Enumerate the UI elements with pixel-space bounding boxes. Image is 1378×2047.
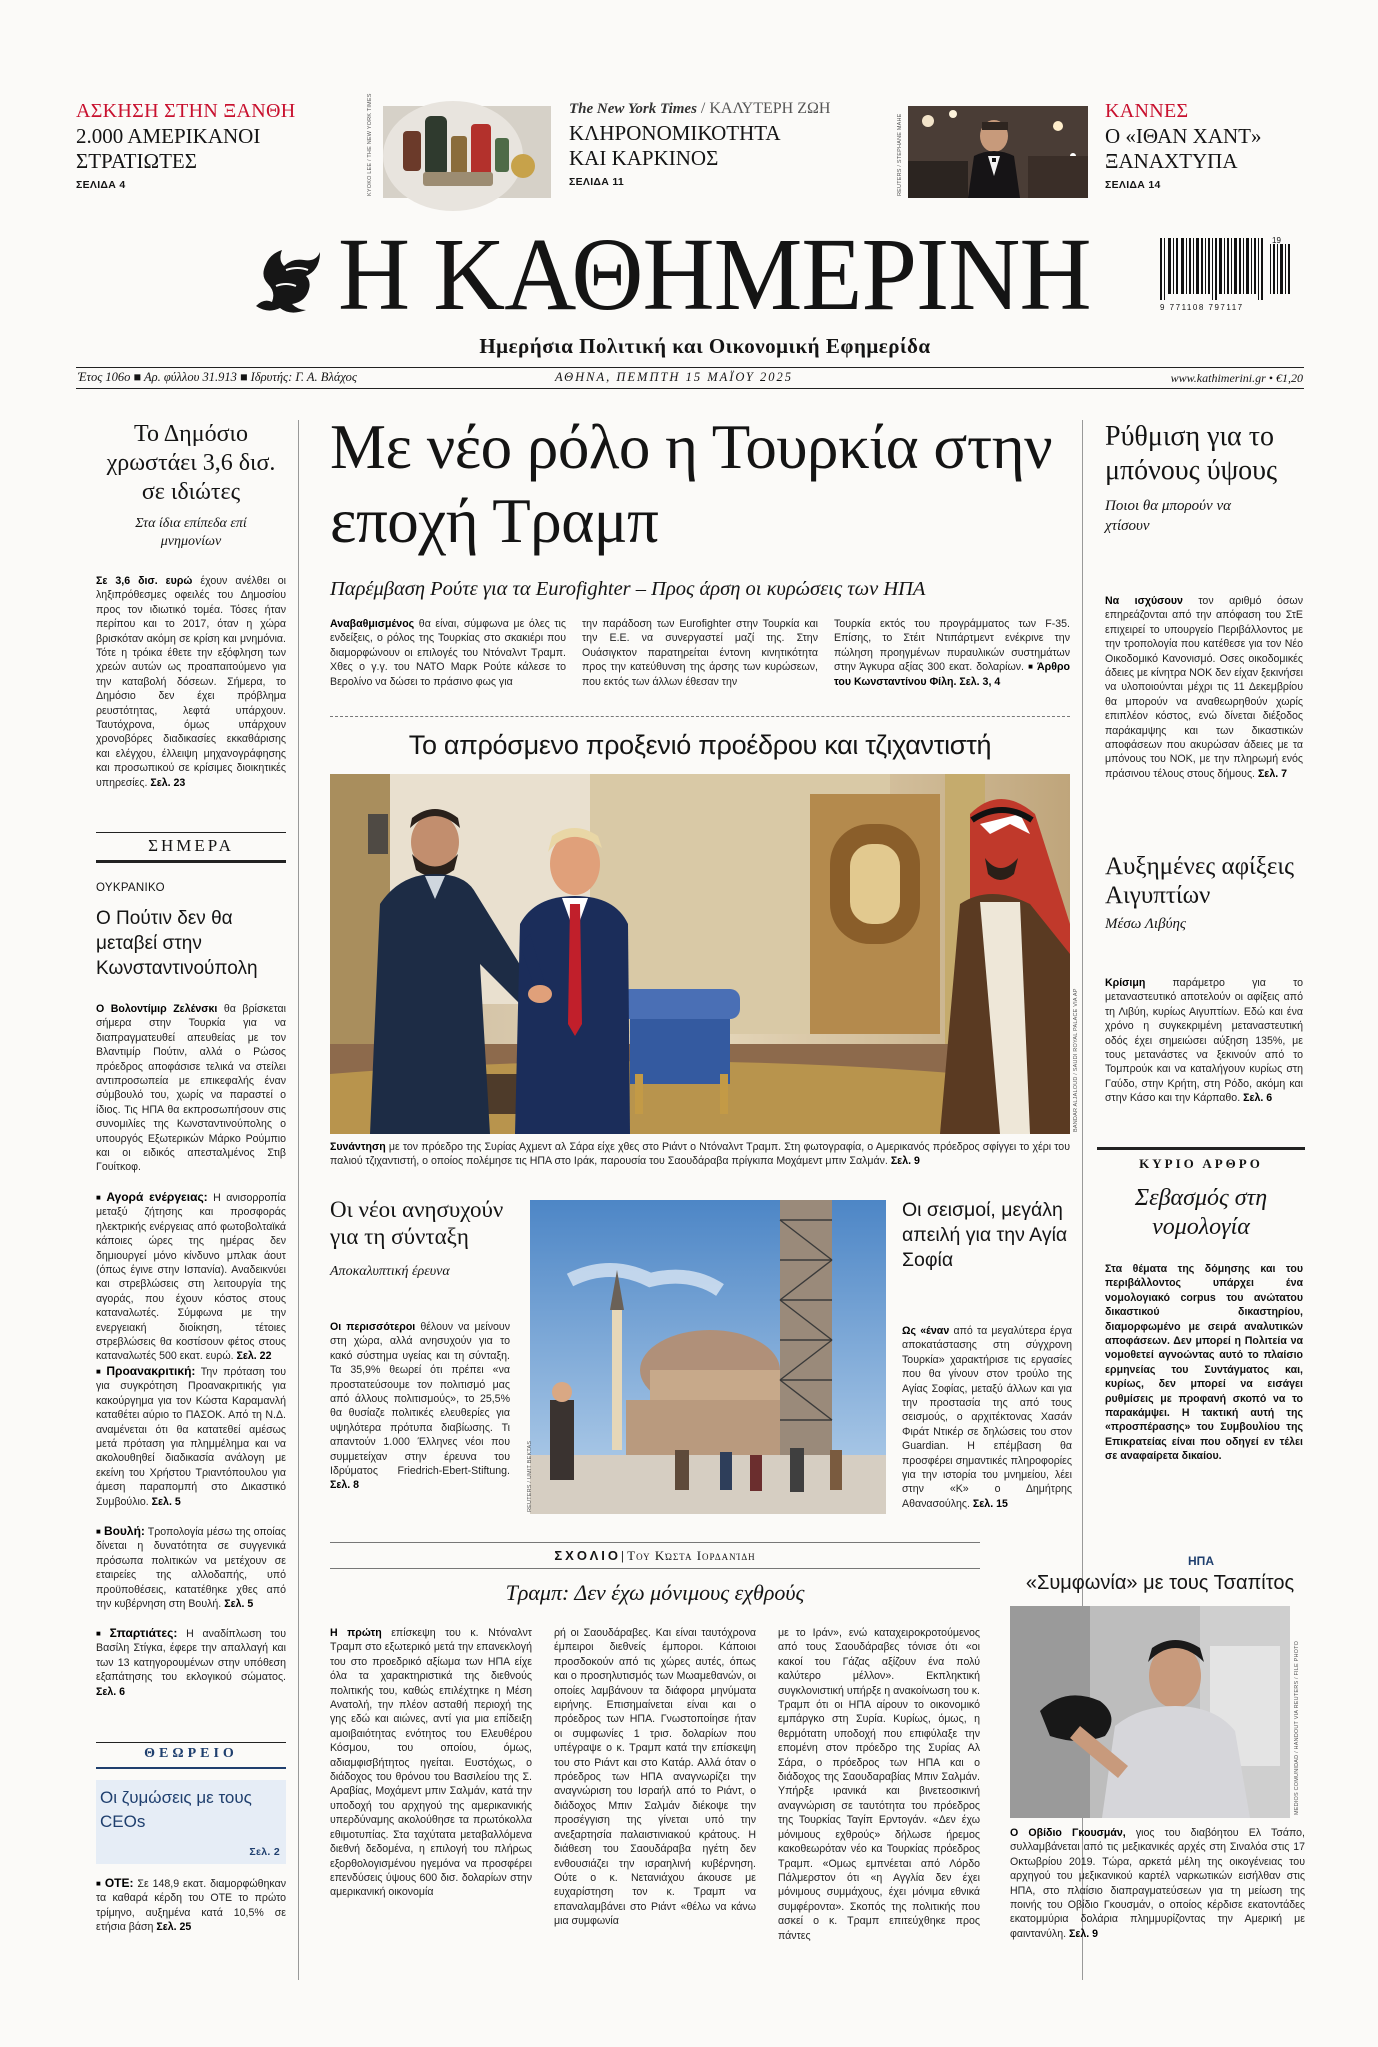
jars-illustration (383, 106, 551, 198)
theorio-label: ΘΕΩΡΕΙΟ (144, 1746, 238, 1761)
lead-in: Η πρώτη (330, 1627, 382, 1639)
story-ukraine-body (96, 1002, 286, 1188)
lead-in: Ο Βολοντίμιρ Ζελένσκι (96, 1003, 218, 1015)
edition-web-price: www.kathimerini.gr • €1,20 (1170, 371, 1303, 385)
editorial-rule-top (1097, 1147, 1305, 1150)
teaser-photo-jars (383, 106, 551, 198)
caption-lead: Συνάντηση (330, 1141, 386, 1153)
body: θέλουν να μείνουν στη χώρα, αλλά ανησυχούν για το κακό σύστημα υγείας και τη σύνταξη. Τα 35,9% θεωρεί ότι πρέπει «να προστατεύσουμε τον πολιτισμό μας από άλλους πολιτισμούς», το 25,5% θα θυσίαζε πολιτικές ελευθερίες για υψηλότερα πρότυπα διαβίωσης. Τι απαντούν 1.000 Έλληνες νέοι που συμμετείχαν στην έρευνα του Ιδρύματος Friedrich-Ebert-Stiftung. (330, 1321, 510, 1478)
story-migrants[interactable] (1105, 852, 1305, 933)
brief-body: Την πρόταση του για συγκρότηση Προανακριτικής για κακούργημα για τον Κώστα Καραμανλή καταθέτει αύριο το ΠΑΣΟΚ. Από τη Ν.Δ. αναμένεται ότι θα κατατεθεί αμέσως μετά πρόταση για πλημμέλημα και να ακολουθηθεί διαδικασία ανάλογη με εκείνη του Χρήστου Τριαντόπουλου για άμεση παραπομπή στο Δικαστικό Συμβούλιο. (96, 1366, 286, 1508)
page-ref: Σελ. 5 (151, 1495, 181, 1508)
lead-in: Οι περισσότεροι (330, 1321, 416, 1333)
story-kicker: ΟΥΚΡΑΝΙΚΟ (96, 882, 165, 894)
story-title: Οι νέοι ανησυχούν για τη σύνταξη (330, 1197, 504, 1249)
page-ref: Σελ. 23 (150, 776, 186, 789)
page-ref: Σελ. 25 (156, 1921, 192, 1934)
brief-body: Σε 148,9 εκατ. διαμορφώθηκαν τα καθαρά κέρδη του ΟΤΕ το πρώτο τρίμηνο, αυξημένα κατά 10,5% σε ετήσια βάση (96, 1878, 286, 1934)
comment-rule-bottom (330, 1568, 980, 1569)
teaser-kicker: ΚΑΝΝΕΣ (1105, 100, 1189, 122)
guzman-photo-credit: MEDIOS COMUNIDAD / HANDOUT VIA REUTERS / FILE PHOTO (1294, 1640, 1300, 1815)
lead-in: Σε 3,6 δισ. ευρώ (96, 575, 193, 587)
story-title: Ο Πούτιν δεν θα μεταβεί στην Κωνσταντινούπολη (96, 908, 258, 979)
teaser-nyt[interactable] (569, 100, 869, 200)
brief-lead: ■ Σπαρτιάτες: (96, 1626, 177, 1640)
masthead-subtitle: Ημερήσια Πολιτική και Οικονομική Εφημερίδα (479, 334, 931, 358)
comment-col-2: ρή οι Σαουδάραβες. Και είναι ταυτόχρονα έμπειροι διεθνείς έμποροι. Κάποιοι προσδοκούν από τις χώρες αυτές, όπως και ο προσηλυτισμός των Μωαμεθανών, οι οποίες λαμβάνουν τα διάφορα μηνύματα ειρήνης. Επισημαίνεται είναι και ο πρόεδρος των ΗΠΑ. Γνωστοποίησε ήταν οι συμφωνίες 1 τρισ. δολαρίων που υπέγραψε ο κ. Τραμπ κατά την επίσκεψη του στο Ριάντ και στο Κατάρ. Αλλά όταν ο πρόεδρος των ΗΠΑ αναγνωρίζει την αναγνώριση του Ισραήλ από το Ριάντ, ο διάδοχος Μπιν Σαλμάν διέκοψε την προσέγγιση της γίνεται υπό την ανεξαρτησία παλαιστινιακού κράτους. Η διάθεση του Σαουδάραβα ηγέτη δεν ενθουσιάζει την ισραηλινή κυβέρνηση. Ούτε ο κ. Νετανιάχου άκουσε με ευχαρίστηση τον κ. Τραμπ να επαναλαμβάνει στο Ριάντ «θέλω να κάνω μια συμφωνία (554, 1627, 756, 1928)
caption-body: με τον πρόεδρο της Συρίας Αχμεντ αλ Σάρα είχε χθες στο Ριάντ ο Ντόναλντ Τραμπ. Στη φωτογραφία, ο Αμερικανός πρόεδρος σφίγγει το χέρι του παλιού τζιχαντιστή, ο οποίος πολέμησε τις ΗΠΑ στο Ιράκ, παρουσία του Σαουδάραβα πρίγκιπα Μοχάμεντ μπιν Σαλμάν. (330, 1141, 1070, 1168)
teaser-title: Ο «ΙΘΑΝ ΧΑΝΤ» ΞΑΝΑΧΤΥΠΑ (1105, 124, 1262, 173)
body: παράμετρο για το μεταναστευτικό αποτελούν οι αφίξεις από τη Λιβύη, κυρίως Αιγυπτίων. Εδώ και ένα χρόνο η συγκεκριμένη μεταναστευτική οδός έχει σημειώσει αύξηση 135%, με τους μετανάστες να ξεκινούν από το Τομπρούκ και να καταλήγουν κυρίως στη Γαύδο, στην Κρήτη, στη Ρόδο, ακόμη και στην Κάσο και την Κάρπαθο. (1105, 977, 1303, 1105)
edition-info: Έτος 106ο ■ Αρ. φύλλου 31.913 ■ Ιδρυτής: Γ. Α. Βλάχος (78, 370, 357, 384)
page-ref: Σελ. 5 (224, 1598, 254, 1611)
page-ref: Σελ. 22 (236, 1350, 272, 1363)
teaser-xanthi[interactable] (76, 100, 336, 200)
comment-col-3: με το Ιράν», ενώ καταχειροκροτούμενος από τους Σαουδάραβες τόνισε ότι «οι κακοί του Γάζας αξίζουν ένα πολύ καλύτερο μέλλον». Εκπληκτική συγκλονιστική υπήρξε η ανακοίνωση του κ. Τραμπ ότι οι ΗΠΑ αίρουν το οικονομικό εμπάργκο στη Συρία. Κυρίως, όμως, η θερμότατη υποδοχή που επιφύλαξε την επομένη στον πρόεδρο της Συρίας Αλ Σάρα, ο πρόεδρος των ΗΠΑ και ο διάδοχος της Σαουδαραβίας Μπιν Σαλμάν. Υπήρξε ιρανικά και βινετεοσικινή αναγνώριση σε ταυτότητα του πρόεδρος της Τουρκίας Ταγίπ Ερντογάν. «Δεν έχω μόνιμους εχθρούς» δήλωσε ήρεμος κακοθεωρόταν νέο κα Τουρκίας πρόεδρος Τραμπ. «Ομως εμπνέεται από Λόρδο Πάλμερστον ότι «η Αγγλία δεν έχει μόνιμους συμμάχους, έχει μόνιμα εθνικά συμφέροντα». Σκοπός της πολιτικής που ασκεί ο κ. Τραμπ επιτεύχθηκε προς πάντες (778, 1627, 980, 1942)
brief-investigation[interactable] (96, 1364, 286, 1516)
story-hagia-sophia-body (902, 1324, 1072, 1524)
barcode (1160, 238, 1300, 316)
usa-kicker: ΗΠΑ (1188, 1554, 1214, 1568)
comment-title[interactable]: Τραμπ: Δεν έχω μόνιμους εχθρούς (505, 1580, 805, 1605)
body: θα βρίσκεται σήμερα στην Τουρκία για να διαπραγματευθεί απευθείας με τον Βλαντιμίρ Πούτιν, αλλά ο Ρώσος πρόεδρος αποφάσισε τελικά να στείλει αντιπροσωπεία με επικεφαλής έναν σύμβουλό του, χωρίς να παραστεί ο ίδιος. Τις ΗΠΑ θα εκπροσωπήσουν στις συνομιλίες της Κωνσταντινούπολης ο υπουργός Εξωτερικών Μάρκο Ρούμπιο και οι ειδικός απεσταλμένος Στιβ Γουίτκοφ. (96, 1003, 286, 1174)
page-ref: Σελ. 6 (1243, 1092, 1273, 1105)
hagia-sophia-illustration (530, 1200, 886, 1514)
byline: ■ Άρθρο του Κωνσταντίνου Φίλη. (834, 661, 1070, 687)
story-title: Το Δημόσιο χρωστάει 3,6 δισ. σε ιδιώτες (106, 421, 276, 505)
today-rule-top (96, 832, 286, 833)
main-photo-trump-sharaa (330, 774, 1070, 1134)
story-hagia-sophia[interactable] (902, 1198, 1072, 1273)
lead-col-1 (330, 617, 566, 689)
teaser-title: 2.000 ΑΜΕΡΙΚΑΝΟΙ ΣΤΡΑΤΙΩΤΕΣ (76, 124, 261, 173)
theorio-rule-bottom (96, 1767, 286, 1769)
comment-label: ΣΧΟΛΙΟ (554, 1548, 621, 1563)
photo-story-headline[interactable]: Το απρόσμενο προξενιό προέδρου και τζιχαντιστή (408, 730, 992, 760)
brief-lead: ■ Προανακριτική: (96, 1364, 195, 1378)
nyt-logo: The New York Times (569, 101, 697, 117)
page-ref: Σελ. 8 (330, 1479, 360, 1492)
story-subtitle: Ποιοι θα μπορούν να χτίσουν (1105, 498, 1231, 534)
brief-body: Τροπολογία μέσω της οποίας δίνεται η δυνατότητα σε συγγενικά πρόσωπα πολιτικών να μετέχουν σε εταιρείες της αλλοδαπής, υπό προϋποθέσεις, κατατέθηκε χθες από την κυβέρνηση στη Βουλή. (96, 1526, 286, 1611)
page-ref: Σελ. 7 (1257, 767, 1288, 780)
story-subtitle: Αποκαλυπτική έρευνα (330, 1264, 450, 1279)
photo-story-divider (330, 716, 1070, 717)
brief-lead: ■ Αγορά ενέργειας: (96, 1190, 208, 1204)
left-column-rule (298, 420, 299, 1980)
main-photo-credit: BANDAR ALJALOUD / SAUDI ROYAL PALACE VIA AP (1073, 988, 1079, 1132)
page-ref: Σελ. 15 (972, 1497, 1008, 1510)
body: έχουν ανέλθει οι ληξιπρόθεσμες οφειλές του Δημοσίου προς τον ιδιωτικό τομέα. Τόσες ήταν περίπου και το 2017, όταν η χώρα βρισκόταν ακόμη σε κρίση και μνημόνια. Τότε η τρόικα έθετε την εξόφληση των χρεών αυτών ως προαπαιτούμενο για την καταβολή δόσεων. Σήμερα, το Δημόσιο δεν έχει πρόβλημα ρευστότητας, λεφτά υπάρχουν. Ταυτόχρονα, όμως υπάρχουν χρονοβόρες διαδικασίες εκκαθάρισης και ελέγχου, έλλειψη μηχανογράφησης και προσωπικού σε κρίσιμες διοικητικές υπηρεσίες. (96, 575, 286, 789)
story-young-pensions[interactable] (330, 1196, 510, 1280)
story-bonus[interactable] (1105, 420, 1305, 536)
brief-lead: ■ ΟΤΕ: (96, 1876, 133, 1890)
barcode-icon (1160, 238, 1290, 300)
barcode-digits: 9 771108 797117 (1160, 303, 1244, 312)
editorial-body: Στα θέματα της δόμησης και του περιβάλλοντος υπάρχει ένα νομολογιακό corpus του ανώτατου δικαστικού δικαστηρίου, διαμορφωμένο με σειρά αναλυτικών αποφάσεων. Δεν μπορεί η Πολιτεία να νομοθετεί αγνοώντας αυτό το πλαίσιο ερμηνείας του Συντάγματος και, κυρίως, δεν μπορεί να εισάγει ρυθμίσεις με προφανή σκοπό να το παρακάμψει. Η τακτική αυτή της «προσπέρασης» του Συμβουλίου της Επικρατείας είναι που οδηγεί εν τέλει σε αναφαίρετα δικαίου. (1105, 1263, 1303, 1463)
lead-deck: Παρέμβαση Ρούτε για τα Eurofighter – Προς άρση οι κυρώσεις των ΗΠΑ (330, 578, 926, 600)
page-ref: Σελ. 9 (1068, 1927, 1099, 1940)
lead-in: Κρίσιμη (1105, 977, 1146, 989)
edition-date: ΑΘΗΝΑ, ΠΕΜΠΤΗ 15 ΜΑΪΟΥ 2025 (555, 370, 793, 384)
story-migrants-body (1105, 976, 1303, 1126)
brief-body: Η αναδίπλωση του Βασίλη Στίγκα, έφερε την απαλλαγή και των 13 κατηγορουμένων στην υπόθεση εξαπάτησης του εκλογικού σώματος. (96, 1628, 286, 1684)
lead-col-3 (834, 617, 1070, 689)
teaser-title: ΚΛΗΡΟΝΟΜΙΚΟΤΗΤΑ ΚΑΙ ΚΑΡΚΙΝΟΣ (569, 121, 780, 170)
comment-author: Του Κώστα Ιορδανίδη (627, 1548, 756, 1563)
guzman-photo (1010, 1606, 1290, 1818)
brief-parliament[interactable] (96, 1524, 286, 1618)
teaser-kicker: / ΚΑΛΥΤΕΡΗ ΖΩΗ (700, 100, 831, 117)
page-ref: Σελ. 2 (249, 1846, 280, 1858)
editorial-label: ΚΥΡΙΟ ΑΡΘΡΟ (1139, 1156, 1263, 1171)
theorio-title: Οι ζυμώσεις με τους CEOs (100, 1788, 252, 1831)
teaser-page: ΣΕΛΙΔΑ 14 (1105, 179, 1161, 191)
story-ukraine[interactable] (96, 882, 286, 981)
masthead-rule-bottom (76, 388, 1304, 389)
story-bonus-body (1105, 594, 1303, 854)
brief-ote[interactable] (96, 1876, 286, 1936)
page-ref: Σελ. 6 (96, 1685, 126, 1698)
teaser-photo-cannes (908, 106, 1088, 198)
brief-spartiates[interactable] (96, 1626, 286, 1706)
body: επίσκεψη του κ. Ντόναλντ Τραμπ στο εξωτερικό μετά την επανεκλογή του στο προεδρικό αξίωμα των ΗΠΑ είχε όλα τα χαρακτηριστικά της διεθνούς πολιτικής του, καθώς επιλέχτηκε η Μέση Ανατολή, την πλέον ασταθή περιοχή της γης εδώ και αιώνες, αντί για μια επίδειξη αμοιβαιότητας ενότητος του Ελευθέρου Κόσμου, του οποίου, όμως, αδιαμφισβήτητος ηγείται. Ευστόχως, ο διάδοχος του θρόνου του Βασιλείου της Σ. Αραβίας, Μοχάμεντ μπιν Σαλμάν, κατά την υποδοχή του αρχηγού της αμερικανικής υπερδύναμης ακολούθησε τα πρωτόκολλα εθιμοτυπίας. Στα ταχύτατα μεταβαλλόμενα διεθνή δεδομένα, η επιλογή του πλήρως εξορθολογισμένου ηγεμόνα να προσφέρει επενδύσεις ύψους 600 δισ. δολαρίων στην αμερικανική οικονομία (330, 1627, 532, 1899)
story-title: Ρύθμιση για το μπόνους ύψους (1105, 421, 1278, 486)
body: Τουρκία εκτός του προγράμματος των F-35. Επίσης, το Στέιτ Ντιπάρτμεντ ενέκρινε την πώληση προηγμένων πυραυλικών συστημάτων στην Άγκυρα αξίας 300 εκατ. δολαρίων. (834, 618, 1070, 674)
story-subtitle: Μέσω Λιβύης (1105, 916, 1186, 932)
lead-in: Αναβαθμισμένος (330, 618, 415, 630)
brief-lead: ■ Βουλή: (96, 1524, 145, 1538)
lead-col-2: την παράδοση των Eurofighter στην Τουρκία και την Ε.Ε. να συνεργαστεί μαζί της. Στην Ουάσιγκτον παρατηρείται έντονη κινητικότητα προς την κατεύθυνση της άρσης των κυρώσεων, που εκτός των άλλων έθεσαν την (582, 618, 818, 688)
story-young-pensions-body (330, 1320, 510, 1520)
body: τον αριθμό όσων επηρεάζονται από την απόφαση του ΣτΕ επιχειρεί το υπουργείο Περιβάλλοντος με την τροπολογία που κατέθεσε για τον Νέο Οικοδομικό Κανονισμό. Οσες οικοδομικές άδειες με κίνητρα ΝΟΚ δεν είχαν ξεκινήσει να υλοποιούνται μέχρι τις 11 Δεκεμβρίου θα μπορούν να αναθεωρηθούν χωρίς επιπλέον κόστος, ενώ δίνεται διέξοδος παράκαμψης και των δικαστικών αποφάσεων που ακυρώσαν άδειες με τα μπόνους του ΝΟΚ, με την πληρωμή ενός πράσινου τέλους στους δήμους. (1105, 595, 1303, 780)
griffin-icon (246, 236, 326, 316)
masthead-title: Η ΚΑΘΗΜΕΡΙΝΗ (338, 217, 1091, 332)
teaser-page: ΣΕΛΙΔΑ 11 (569, 176, 625, 188)
theorio-rule-top (96, 1742, 286, 1743)
comment-header: ΣΧΟΛΙΟ| Του Κώστα Ιορδανίδη (554, 1548, 756, 1563)
comment-col-1 (330, 1626, 532, 1956)
body: θα είναι, σύμφωνα με όλες τις ενδείξεις, ο ρόλος της Τουρκίας στο σκακιέρι που διαμορφώνουν οι επιλογές του Ντόναλντ Τραμπ. Χθες ο γ.γ. του ΝΑΤΟ Μαρκ Ρούτε κάλεσε το Βερολίνο να δώσει το πράσινο φως για (330, 618, 566, 688)
lead-headline[interactable]: Με νέο ρόλο η Τουρκία στην εποχή Τραμπ (330, 412, 1053, 556)
lead-in: Ως «έναν (902, 1325, 950, 1337)
story-public-debt-body (96, 574, 286, 814)
hagia-photo-credit: REUTERS / UMIT BEKTAS (527, 1440, 533, 1512)
today-rule-bottom (96, 860, 286, 863)
handshake-illustration (330, 774, 1070, 1134)
guzman-illustration (1010, 1606, 1290, 1818)
editorial-title[interactable]: Σεβασμός στη νομολογία (1134, 1185, 1268, 1240)
teaser-cannes[interactable] (1105, 100, 1305, 200)
teaser-kicker: ΑΣΚΗΣΗ ΣΤΗΝ ΞΑΝΘΗ (76, 100, 296, 122)
brief-energy[interactable] (96, 1190, 286, 1363)
teaser-photo-credit: REUTERS / STEPHANE MAHE (897, 113, 903, 196)
body: από τα μεγαλύτερα έργα αποκατάστασης στη σύγχρονη Τουρκία» χαρακτήρισε τις εργασίες που θα γίνουν στον τρούλο της Αγίας Σοφίας, μεταξύ άλλων και για την προστασία της από τους σεισμούς, ο αρχιτέκτονας Χασάν Φιράτ Ντικέρ σε δηλώσεις του στον Guardian. Η επέμβαση θα προσφέρει σημαντικές πληροφορίες για την ιστορία του μνημείου, λέει στην «Κ» ο Δημήτρης Αθανασούλης. (902, 1325, 1072, 1510)
griffin-logo (246, 236, 326, 316)
today-label: ΣΗΜΕΡΑ (148, 836, 234, 855)
theorio-item[interactable] (96, 1780, 286, 1864)
barcode-issue: 19 (1272, 236, 1281, 245)
hagia-sophia-photo (530, 1200, 886, 1514)
cannes-illustration (908, 106, 1088, 198)
story-title: Αυξημένες αφίξεις Αιγυπτίων (1105, 853, 1295, 909)
page-ref: Σελ. 3, 4 (959, 675, 1001, 688)
usa-body (1010, 1826, 1305, 1940)
brief-body: Η ανισορροπία μεταξύ ζήτησης και προσφοράς ηλεκτρικής ενέργειας από φωτοβολταϊκά κάποιες ώρες της ημέρας δεν δημιουργεί μόνο κίνδυνο μπλακ άουτ (όπως έγινε στην Ισπανία). Αναδεικνύει και στρεβλώσεις στη λειτουργία της αγοράς, που έχουν κόστος στους καταναλωτές. Σύμφωνα με την ενεργειακή διοίκηση, τέτοιες στρεβλώσεις θα κοστίσουν φέτος στους καταναλωτές 500 εκατ. ευρώ. (96, 1192, 286, 1363)
masthead-rule-top (76, 367, 1304, 368)
teaser-kicker-row (569, 100, 869, 118)
body: γιος του διαβόητου Ελ Τσάπο, συλλαμβάνεται από τις μεξικανικές αρχές στη Σιναλόα στις 17 Οκτωβρίου 2019. Τώρα, αρκετά μέλη της οικογένειας του αρχηγού του μεξικανικού καρτέλ ναρκωτικών εισήλθαν στις ΗΠΑ, στο πλαίσιο διαπραγματεύσεων για τη μείωση της ποινής του Οβίδιο Γκουσμάν, ο οποίος κέρδισε εκατοντάδες εκατομμύρια δολάρια πλημμυρίζοντας την Αμερική με φαιντανύλη. (1010, 1827, 1305, 1940)
page-ref: Σελ. 9 (890, 1155, 920, 1168)
teaser-photo-credit: KYOKO LEE / THE NEW YORK TIMES (367, 93, 373, 196)
story-public-debt[interactable] (96, 420, 286, 551)
briefs-list (96, 1190, 286, 1706)
usa-title[interactable]: «Συμφωνία» με τους Τσαπίτος (1025, 1572, 1295, 1594)
lead-in: Να ισχύσουν (1105, 595, 1183, 607)
story-title: Οι σεισμοί, μεγάλη απειλή για την Αγία Σοφία (902, 1199, 1068, 1271)
lead-in: Ο Οβίδιο Γκουσμάν, (1010, 1827, 1126, 1839)
comment-rule-top (330, 1542, 980, 1543)
story-subtitle: Στα ίδια επίπεδα επί μνημονίων (135, 516, 247, 549)
teaser-page: ΣΕΛΙΔΑ 4 (76, 179, 126, 191)
main-photo-caption (330, 1140, 1070, 1170)
